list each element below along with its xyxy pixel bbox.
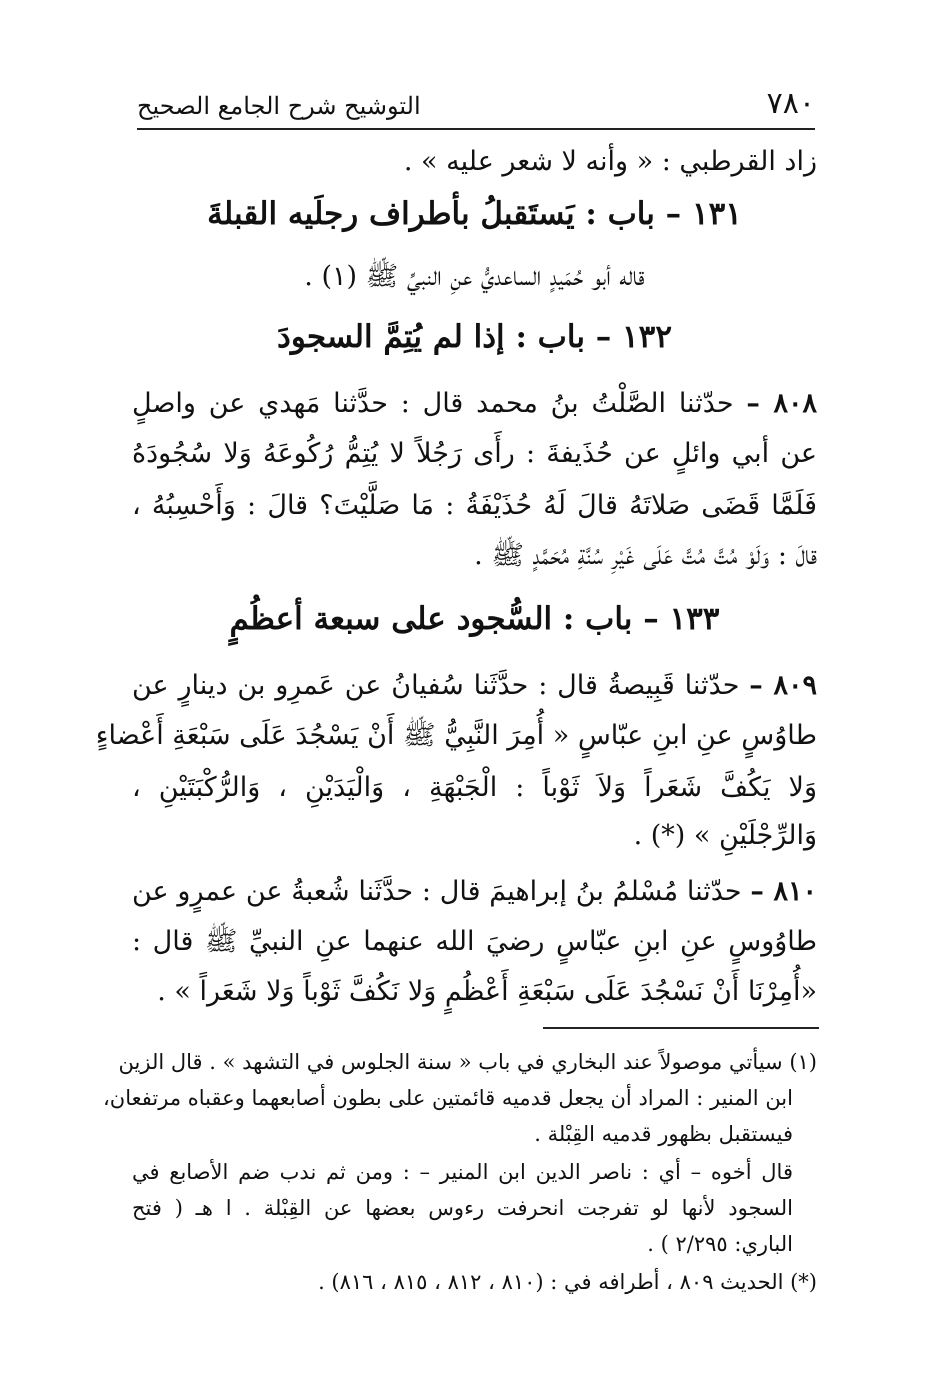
bab-133-heading: ١٣٣ – باب : السُّجود على سبعة أعظُمٍ	[229, 601, 720, 637]
hadith-810-line-3: «أُمِرْنَا أَنْ نَسْجُدَ عَلَى سَبْعَةِ أَعْظُمٍ وَلا نَكُفَّ ثَوْباً وَلا شَعَراً » .	[157, 976, 817, 1007]
hadith-808-line-4: قالَ : وَلَوْ مُتَّ مُتَّ عَلَى غَيْرِ سُنَّةِ مُحَمَّدٍ ﷺ .	[474, 540, 817, 571]
hadith-809-line-1: ٨٠٩ – حدّثنا قَبِيصةُ قال : حدَّثَنا سُفيانُ عن عَمرِو بن دينارٍ عن	[132, 670, 817, 701]
footnote-1b-line-1: قال أخوه – أي : ناصر الدين ابن المنير – : ومن ثم ندب ضم الأصابع في	[132, 1160, 793, 1184]
hadith-809-number: ٨٠٩ –	[749, 670, 817, 701]
running-title: التوشيح شرح الجامع الصحيح	[137, 92, 421, 120]
footnote-1b-line-3: الباري: ٢/٢٩٥ ) .	[647, 1232, 793, 1256]
footnote-1b-line-2: السجود لأنها لو تفرجت انحرفت رءوس بعضها عن القِبْلة . ا هـ ( فتح	[132, 1196, 793, 1220]
hadith-809-line-2: طاوُسٍ عنِ ابنِ عبّاسٍ « أُمِرَ النَّبِيُّ ﷺ أَنْ يَسْجُدَ عَلَى سَبْعَةِ أَعْضاءٍ	[95, 720, 817, 751]
page-header	[137, 80, 815, 130]
footnote-star: (*) الحديث ٨٠٩ ، أطرافه في : (٨١٠ ، ٨١٢ ، ٨١٥ ، ٨١٦) .	[318, 1270, 817, 1294]
hadith-810-line-1: ٨١٠ – حدّثنا مُسْلمُ بنُ إبراهيمَ قال : حدَّثَنا شُعبةُ عن عمرٍو عن	[132, 876, 817, 907]
footnote-1-line-2: ابن المنير : المراد أن يجعل قدميه قائمتين على بطون أصابعهما وعقباه مرتفعان،	[103, 1086, 793, 1110]
hadith-810-line-2: طاوُوسٍ عنِ ابنِ عبّاسٍ رضيَ الله عنهما عنِ النبيِّ ﷺ قال :	[132, 926, 818, 957]
intro-line: زاد القرطبي : « وأنه لا شعر عليه » .	[403, 146, 817, 177]
hadith-808-line-2: عن أبي وائلٍ عن حُذَيفةَ : رأَى رَجُلاً لا يُتِمُّ رُكُوعَهُ وَلا سُجُودَهُ	[132, 438, 817, 469]
bab-131-text: قاله أبو حُمَيدٍ الساعديُّ عنِ النبيِّ ﷺ (١) .	[304, 261, 645, 292]
footnote-separator	[543, 1027, 819, 1029]
footnote-1-line-3: فيستقبل بظهور قدميه القِبْلة .	[534, 1122, 793, 1146]
hadith-809-line-3: وَلا يَكُفَّ شَعَراً وَلاَ ثَوْباً : الْجَبْهَةِ ، وَالْيَدَيْنِ ، وَالرُّكْبَتَيْنِ ،	[132, 772, 817, 803]
hadith-810-number: ٨١٠ –	[750, 876, 817, 907]
page-number: ٧٨٠	[766, 86, 815, 121]
hadith-808-number: ٨٠٨ –	[746, 388, 817, 419]
hadith-809-line-4: وَالرِّجْلَيْنِ » (*) .	[633, 820, 817, 851]
footnote-1-line-1: (١) سيأتي موصولاً عند البخاري في باب « سنة الجلوس في التشهد » . قال الزين	[118, 1050, 817, 1074]
hadith-808-line-3: فَلَمَّا قَضَى صَلاتَهُ قالَ لَهُ حُذَيْفَةُ : مَا صَلَّيْتَ؟ قالَ : وَأَحْسِبُهُ ،	[132, 490, 817, 521]
hadith-808-line-1: ٨٠٨ – حدّثنا الصَّلْتُ بنُ محمد قال : حدَّثنا مَهدي عن واصلٍ	[132, 388, 817, 419]
bab-131-heading: ١٣١ – باب : يَستَقبلُ بأطراف رجلَيه القبلةَ	[207, 196, 742, 232]
bab-132-heading: ١٣٢ – باب : إذا لم يُتِمَّ السجودَ	[277, 319, 672, 355]
